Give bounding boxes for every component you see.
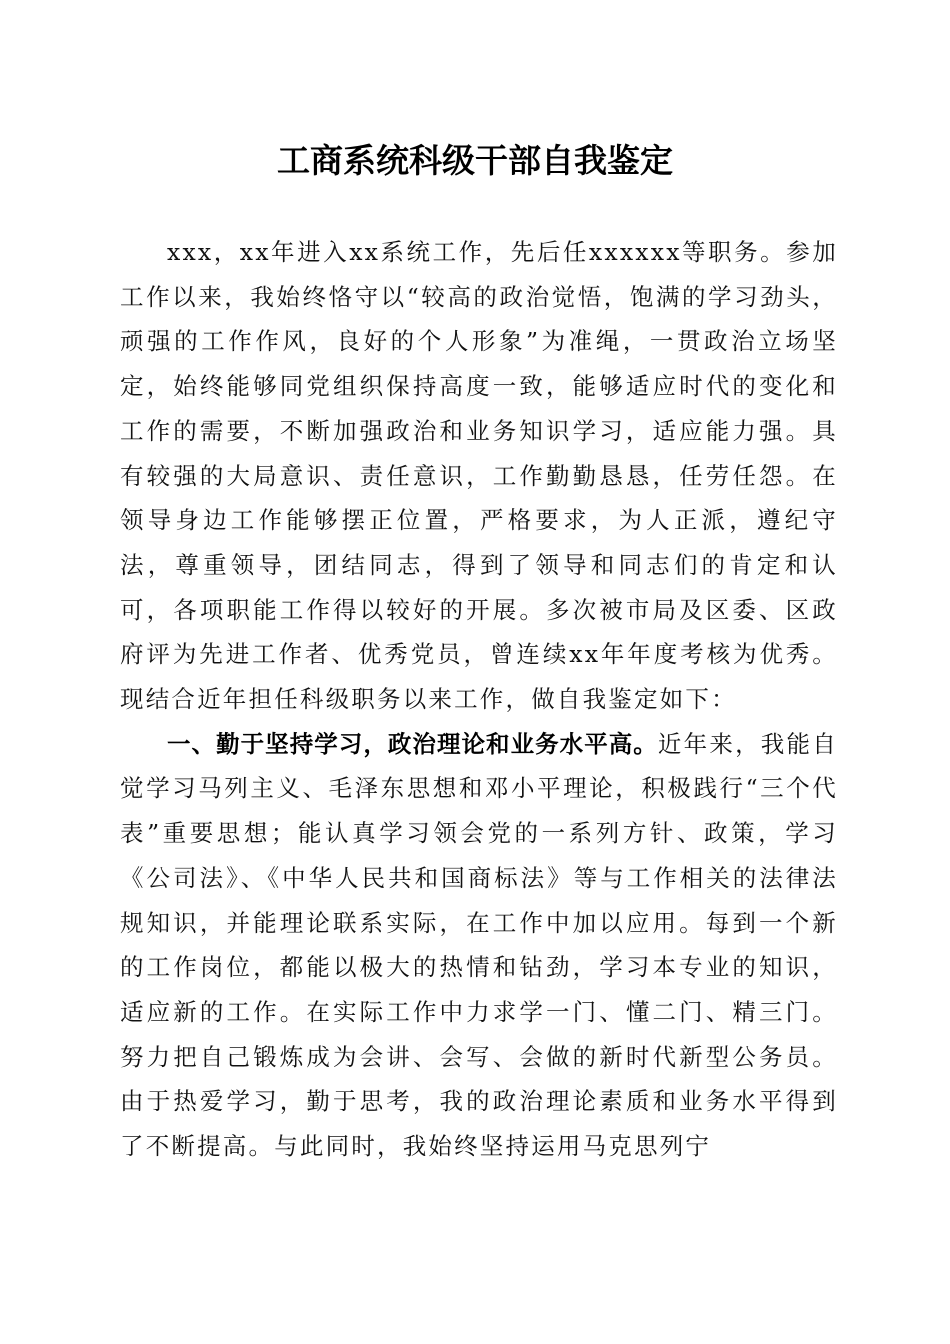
section-1-heading: 一、勤于坚持学习，政治理论和业务水平高。 (167, 729, 658, 758)
section-1-text: 近年来，我能自觉学习马列主义、毛泽东思想和邓小平理论，积极践行“三个代表”重要思想；能认真学习领会党的一系列方针、政策，学习《公司法》、《中华人民共和国商标法》等与工作相关的法律法规知识，并能理论联系实际，在工作中加以应用。每到一个新的工作岗位，都能以极大的热情和钻劲，学习本专业的知识，适应新的工作。在实际工作中力求学一门、懂二门、精三门。努力把自己锻炼成为会讲、会写、会做的新时代新型公务员。由于热爱学习，勤于思考，我的政治理论素质和业务水平得到了不断提高。与此同时，我始终坚持运用马克思列宁 (120, 729, 838, 1161)
section-1-paragraph (120, 722, 838, 1169)
document-body (120, 230, 838, 1169)
intro-paragraph (120, 230, 838, 722)
document-title: 工商系统科级干部自我鉴定 (277, 141, 673, 180)
intro-paragraph-text: xxx，xx年进入xx系统工作，先后任xxxxxx等职务。参加工作以来，我始终恪守以“较高的政治觉悟，饱满的学习劲头，顽强的工作作风，良好的个人形象”为准绳，一贯政治立场坚定，始终能够同党组织保持高度一致，能够适应时代的变化和工作的需要，不断加强政治和业务知识学习，适应能力强。具有较强的大局意识、责任意识，工作勤勤恳恳，任劳任怨。在领导身边工作能够摆正位置，严格要求，为人正派，遵纪守法，尊重领导，团结同志，得到了领导和同志们的肯定和认可，各项职能工作得以较好的开展。多次被市局及区委、区政府评为先进工作者、优秀党员，曾连续xx年年度考核为优秀。现结合近年担任科级职务以来工作，做自我鉴定如下： (120, 238, 838, 714)
